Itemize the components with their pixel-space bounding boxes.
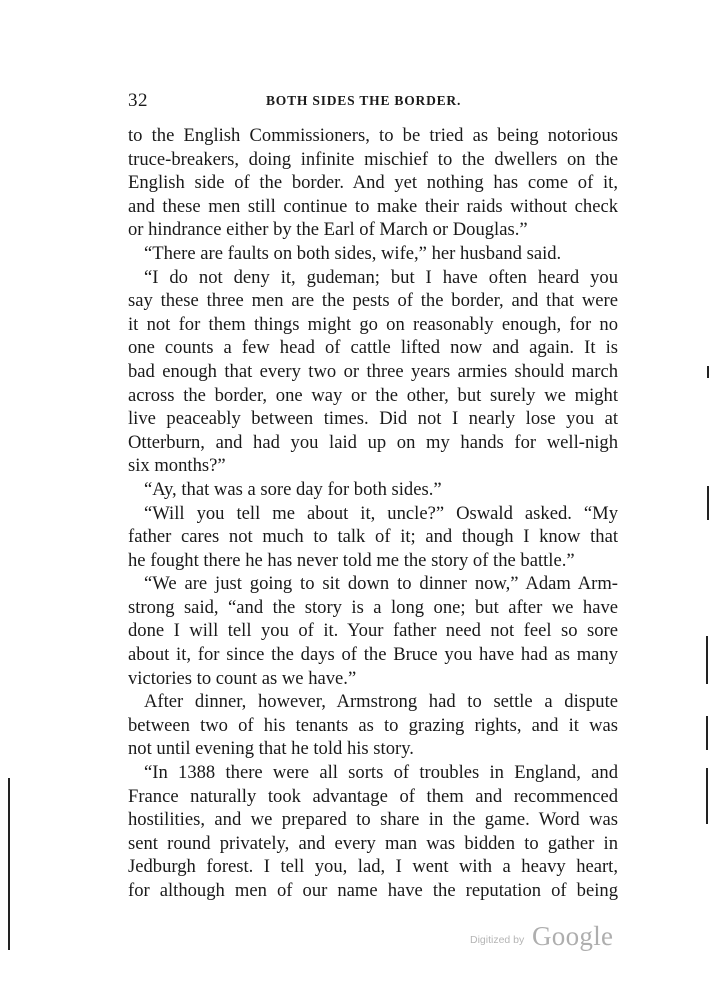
- text-line: sent round privately, and every man was bidden to gather in: [128, 832, 618, 854]
- text-line: between two of his tenants as to grazing rights, and it was: [128, 714, 618, 736]
- digitized-watermark: [470, 922, 620, 952]
- google-logo: Google: [532, 921, 614, 951]
- text-line: about it, for since the days of the Bruce you have had as many: [128, 644, 618, 666]
- text-line: English side of the border. And yet nothing has come of it,: [128, 172, 618, 194]
- text-line: to the English Commissioners, to be tried as being notorious: [128, 125, 618, 146]
- text-line: truce-breakers, doing infinite mischief to the dwellers on the: [128, 148, 618, 170]
- text-line: or hindrance either by the Earl of March or Douglas.”: [128, 219, 528, 241]
- text-line: Jedburgh forest. I tell you, lad, I went with a heavy heart,: [128, 856, 618, 878]
- text-line: “In 1388 there were all sorts of troubles in England, and: [144, 762, 618, 784]
- text-line: “Will you tell me about it, uncle?” Oswald asked. “My: [144, 502, 618, 524]
- text-line: for although men of our name have the reputation of being: [128, 880, 618, 901]
- text-line: “I do not deny it, gudeman; but I have often heard you: [144, 266, 618, 288]
- text-line: strong said, “and the story is a long one; but after we have: [128, 596, 618, 618]
- text-line: father cares not much to talk of it; and though I know that: [128, 526, 618, 548]
- text-line: one counts a few head of cattle lifted now and again. It is: [128, 337, 618, 359]
- scan-edge-mark: [706, 768, 708, 824]
- text-line: and these men still continue to make their raids without check: [128, 195, 618, 217]
- scan-edge-mark: [706, 716, 708, 750]
- text-line: across the border, one way or the other, but surely we might: [128, 384, 618, 406]
- body-text: [128, 124, 618, 903]
- text-line: done I will tell you of it. Your father need not feel so sore: [128, 620, 618, 642]
- running-head: [128, 90, 618, 114]
- text-line: it not for them things might go on reasonably enough, for no: [128, 313, 618, 335]
- running-title: BOTH SIDES THE BORDER.: [266, 93, 462, 108]
- text-line: bad enough that every two or three years armies should march: [128, 360, 618, 382]
- text-line: victories to count as we have.”: [128, 667, 357, 689]
- watermark-prefix: Digitized by: [470, 934, 525, 946]
- text-line: Otterburn, and had you laid up on my hands for well-nigh: [128, 431, 618, 453]
- text-line: France naturally took advantage of them and recommenced: [128, 785, 618, 807]
- scan-edge-mark: [8, 778, 10, 950]
- text-line: After dinner, however, Armstrong had to settle a dispute: [144, 691, 618, 713]
- text-line: say these three men are the pests of the border, and that were: [128, 290, 618, 312]
- text-line: “We are just going to sit down to dinner now,” Adam Arm-: [144, 573, 618, 595]
- text-line: live peaceably between times. Did not I nearly lose you at: [128, 408, 618, 430]
- text-line: he fought there he has never told me the story of the battle.”: [128, 549, 575, 571]
- text-line: not until evening that he told his story.: [128, 738, 414, 760]
- page-number: 32: [128, 90, 148, 111]
- text-line: “There are faults on both sides, wife,” her husband said.: [144, 242, 562, 264]
- text-line: “Ay, that was a sore day for both sides.”: [144, 478, 442, 500]
- scan-edge-mark: [707, 486, 709, 520]
- scan-edge-mark: [706, 636, 708, 684]
- text-line: six months?”: [128, 455, 226, 477]
- text-line: hostilities, and we prepared to share in the game. Word was: [128, 809, 618, 831]
- scan-edge-mark: [707, 366, 709, 378]
